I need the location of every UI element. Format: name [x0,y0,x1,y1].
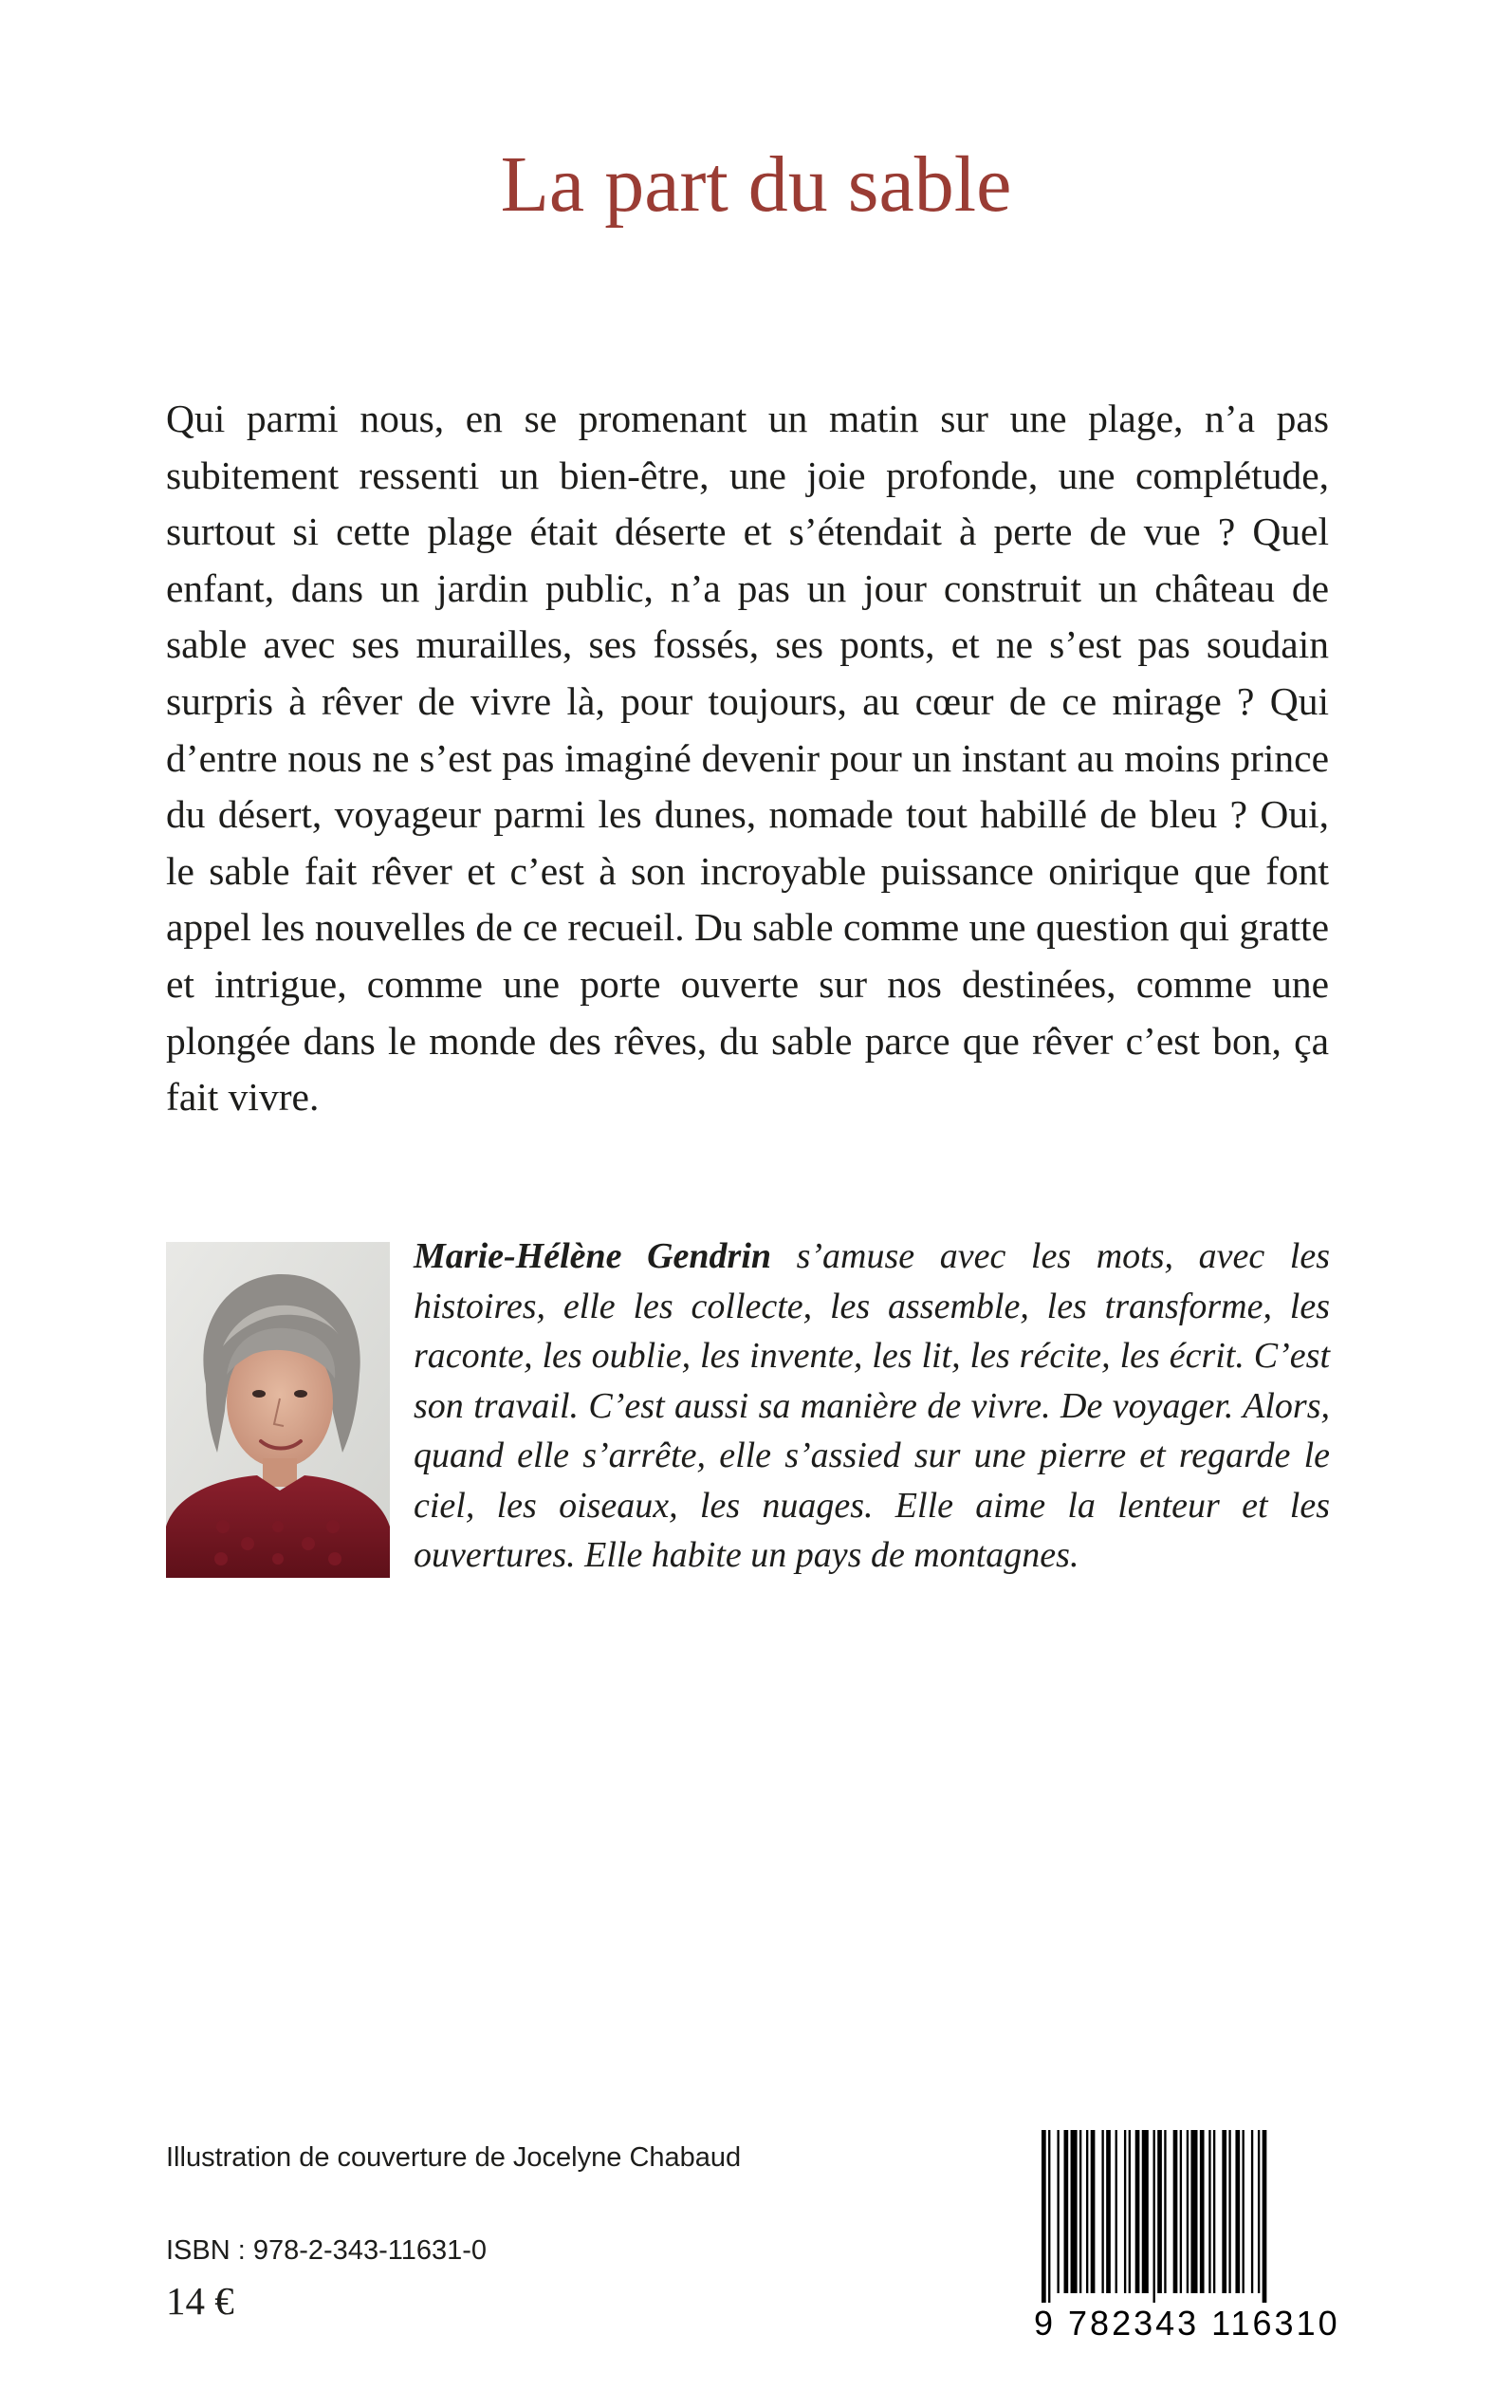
barcode-bar [1258,2130,1260,2293]
barcode-bar [1071,2130,1078,2293]
barcode-bar [1048,2130,1050,2303]
author-bio [414,1232,1330,1581]
barcode-bar [1228,2130,1230,2293]
barcode-bar [1101,2130,1103,2293]
barcode-bar [1142,2130,1149,2293]
barcode-bar [1173,2130,1178,2293]
barcode-bar [1190,2130,1197,2293]
barcode-bar [1243,2130,1245,2293]
barcode-bar [1200,2130,1205,2293]
barcode-bar [1157,2130,1162,2293]
barcode-bar [1213,2130,1215,2293]
author-bio-text: s’amuse avec les mots, avec les histoires, elle les collecte, les assemble, les transforme, les raconte, les oublie, les invente, les lit, les récite, les écrit. C’est son travail. C’est aussi sa manière de vivre. De voyager. Alors, quand elle s’arrête, elle s’assied sur une pierre et regarde le ciel, les oiseaux, les nuages. Elle aime la lenteur et les ouvertures. Elle habite un pays de montagnes. [414,1236,1330,1575]
barcode-bar [1263,2130,1267,2303]
barcode-bar [1086,2130,1088,2293]
barcode-bar [1235,2130,1240,2293]
book-blurb: Qui parmi nous, en se promenant un matin sur une plage, n’a pas subitement ressenti un bien-être, une joie profonde, une complétude, surtout si cette plage était déserte et s’étendait à perte de vue ? Quel enfant, dans un jardin public, n’a pas un jour construit un château de sable avec ses murailles, ses fossés, ses ponts, et ne s’est pas soudain surpris à rêver de vivre là, pour toujours, au cœur de ce mirage ? Qui d’entre nous ne s’est pas imaginé devenir pour un instant au moins prince du désert, voyageur parmi les dunes, nomade tout habillé de bleu ? Oui, le sable fait rêver et c’est à son incroyable puissance onirique que font appel les nouvelles de ce recueil. Du sable comme une question qui gratte et intrigue, comme une porte ouverte sur nos destinées, comme une plongée dans le monde des rêves, du sable parce que rêver c’est bon, ça fait vivre. [166,397,1329,1120]
barcode-bar [1091,2130,1096,2293]
barcode-bar [1135,2130,1140,2293]
author-portrait-icon [166,1242,390,1578]
barcode-bar [1180,2130,1182,2293]
barcode-bar [1251,2130,1253,2293]
barcode [1034,2130,1340,2348]
barcode-bar [1057,2130,1059,2293]
barcode-digits: 9 782343 116310 [1034,2304,1340,2343]
barcode-bar [1222,2130,1226,2293]
barcode-bar [1124,2130,1126,2293]
barcode-bar [1187,2130,1189,2293]
barcode-bar [1164,2130,1166,2293]
author-photo [166,1242,390,1578]
barcode-bar [1208,2130,1210,2293]
barcode-bar [1106,2130,1111,2293]
price: 14 € [166,2279,234,2323]
isbn: ISBN : 978-2-343-11631-0 [166,2235,488,2266]
barcode-bar [1042,2130,1046,2303]
author-name: Marie-Hélène Gendrin [414,1236,772,1276]
barcode-bar [1153,2130,1155,2303]
barcode-bar [1116,2130,1117,2293]
barcode-bar [1079,2130,1081,2293]
book-title: La part du sable [500,140,1012,229]
barcode-icon [1034,2130,1337,2303]
barcode-bar [1064,2130,1069,2293]
cover-illustration-credit: Illustration de couverture de Jocelyne Chabaud [166,2142,742,2173]
barcode-bar [1129,2130,1131,2293]
